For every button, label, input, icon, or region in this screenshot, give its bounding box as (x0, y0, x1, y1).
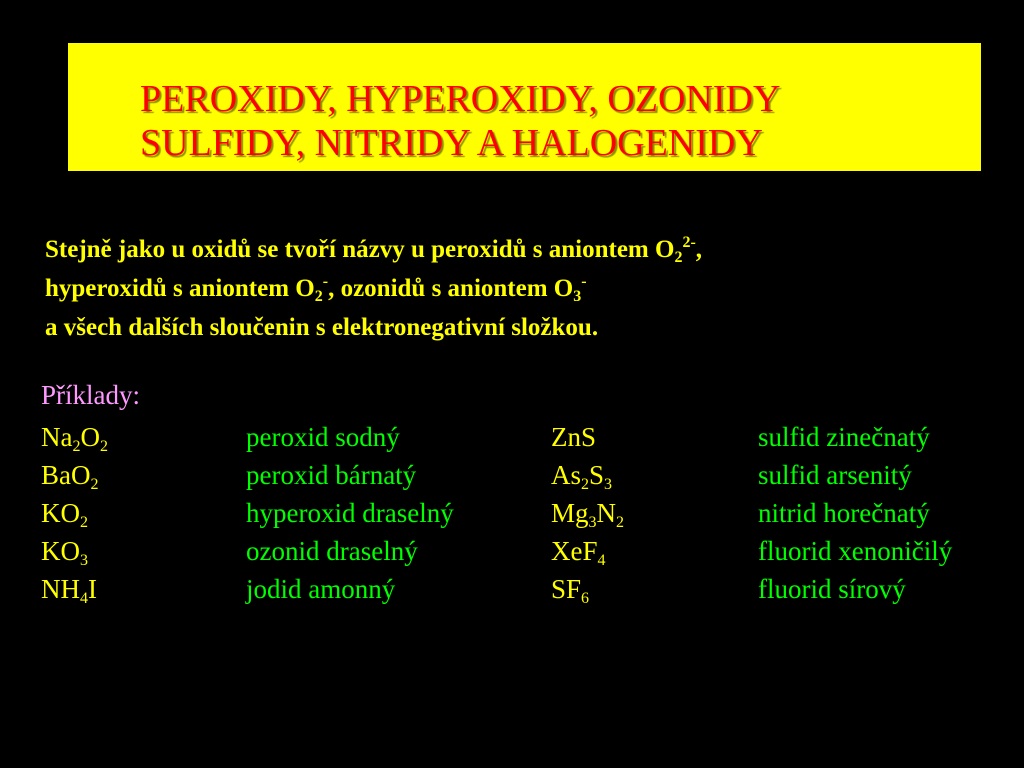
title-line-1: PEROXIDY, HYPEROXIDY, OZONIDY (140, 78, 781, 120)
title-box (68, 43, 981, 171)
intro-line-3: a všech dalších sloučenin s elektronegativní složkou. (45, 314, 599, 341)
superscript: - (322, 273, 329, 290)
intro-text: hyperoxidů s aniontem O (45, 275, 315, 302)
compound-name: fluorid xenoničilý (758, 536, 953, 566)
compound-name: peroxid bárnatý (246, 460, 417, 490)
superscript: 2- (682, 234, 696, 251)
intro-text: Stejně jako u oxidů se tvoří názvy u peroxidů s aniontem O (45, 236, 675, 263)
compound-name: ozonid draselný (246, 536, 418, 566)
intro-line-2 (45, 269, 702, 308)
formula: $KO_2$ (41, 498, 88, 531)
compound-name: peroxid sodný (246, 422, 400, 452)
subscript: 3 (573, 288, 582, 305)
title-line-2: SULFIDY, NITRIDY A HALOGENIDY (140, 122, 763, 164)
formula: ZnS (551, 422, 597, 452)
subscript: 2 (314, 288, 323, 305)
compound-name: jodid amonný (246, 574, 396, 604)
subscript: 2 (674, 249, 683, 266)
compound-name: hyperoxid draselný (246, 498, 454, 528)
compound-name: nitrid horečnatý (758, 498, 930, 528)
compound-name: sulfid zinečnatý (758, 422, 930, 452)
intro-text: , (695, 236, 703, 263)
compound-name: sulfid arsenitý (758, 460, 912, 490)
formula: $NH_4I$ (41, 574, 97, 607)
formula: $SF_6$ (551, 574, 590, 607)
compound-name: fluorid sírový (758, 574, 906, 604)
examples-label: Příklady: (41, 380, 140, 410)
intro-text: , ozonidů s aniontem O (328, 275, 574, 302)
intro-line-1 (45, 230, 702, 269)
formula: $Na_2O_2$ (41, 422, 108, 455)
formula: $KO_3$ (41, 536, 88, 569)
formula: XeF$_4$ (551, 536, 606, 569)
formula: $Mg_3N_2$ (551, 498, 625, 531)
superscript: - (581, 273, 587, 290)
formula: BaO$_2$ (41, 460, 99, 493)
intro-paragraph (45, 230, 702, 347)
formula: $As_2S_3$ (551, 460, 613, 493)
